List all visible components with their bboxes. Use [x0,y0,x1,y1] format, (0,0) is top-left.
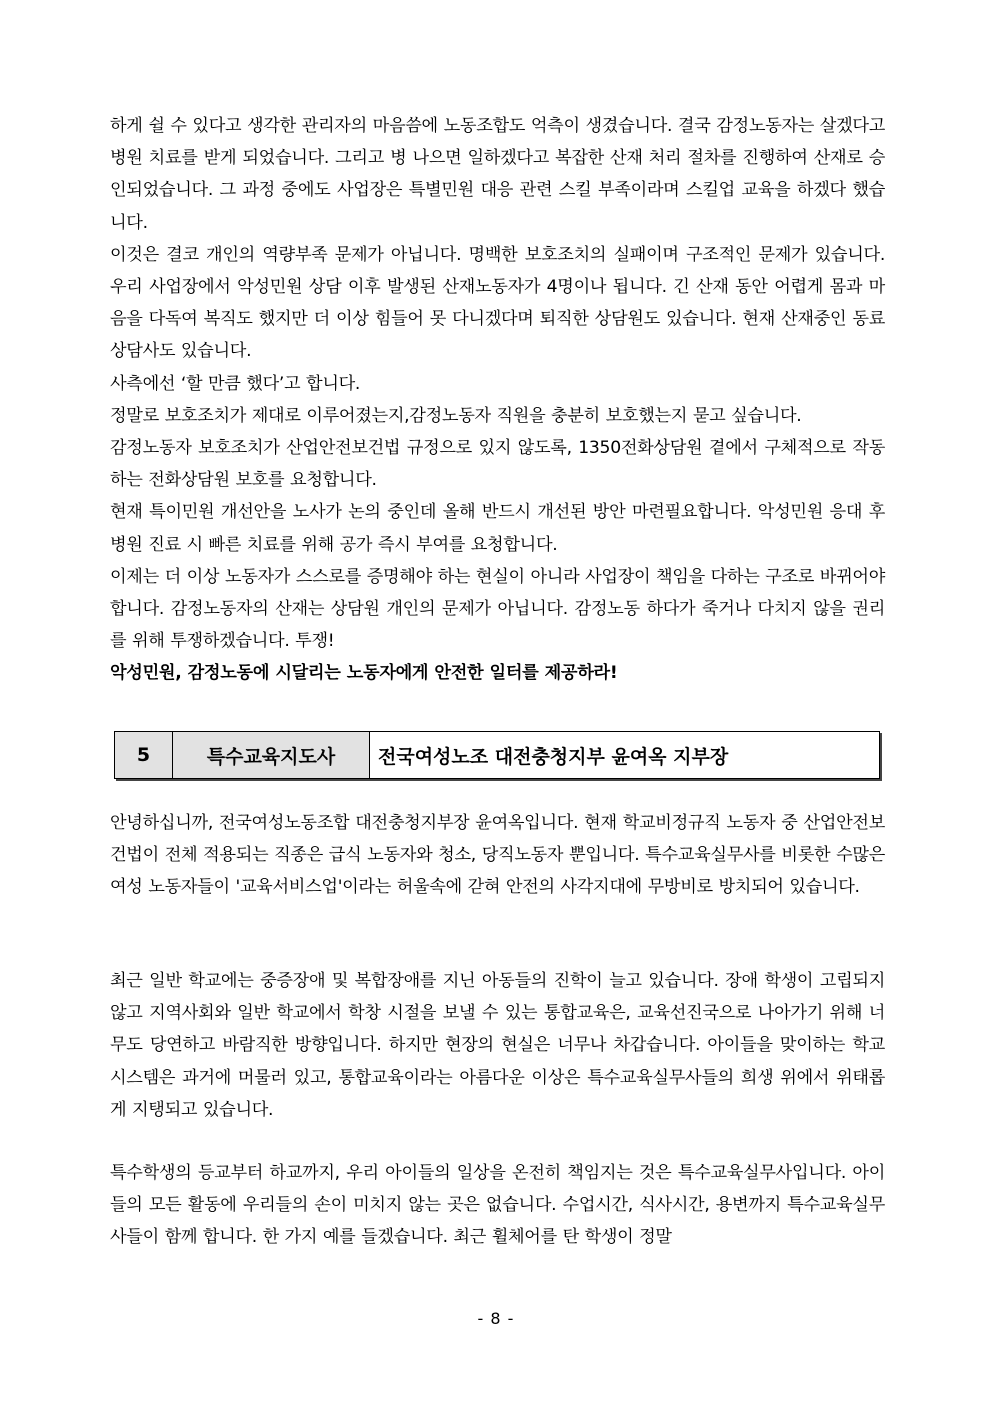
paragraph: 하게 쉴 수 있다고 생각한 관리자의 마음씀에 노동조합도 억측이 생겼습니다. 결국 감정노동자는 살겠다고 병원 치료를 받게 되었습니다. 그리고 병 나으면 일하겠다고 복잡한 산재 처리 절차를 진행하여 산재로 승인되었습니다. 그 과정 중에도 사업장은 특별민원 대응 관련 스킬 부족이라며 스킬업 교육을 하겠다 했습니다. [110,116,885,233]
speaker-number: 5 [115,732,173,778]
paragraph: 이것은 결코 개인의 역량부족 문제가 아닙니다. 명백한 보호조치의 실패이며 구조적인 문제가 있습니다. 우리 사업장에서 악성민원 상담 이후 발생된 산재노동자가 4명이나 됩니다. 긴 산재 동안 어렵게 몸과 마음을 다독여 복직도 했지만 더 이상 힘들어 못 다니겠다며 퇴직한 상담원도 있습니다. 현재 산재중인 동료상담사도 있습니다. [110,244,885,362]
paragraph: 감정노동자 보호조치가 산업안전보건법 규정으로 있지 않도록, 1350전화상담원 곁에서 구체적으로 작동하는 전화상담원 보호를 요청합니다. [110,438,885,491]
paragraph: 사측에선 ‘할 만큼 했다’고 합니다. [110,373,361,394]
speaker-name: 전국여성노조 대전충청지부 윤여옥 지부장 [370,732,879,778]
intro-section [110,807,885,904]
slogan: 악성민원, 감정노동에 시달리는 노동자에게 안전한 일터를 제공하라! [110,663,618,684]
continued-statement [110,110,885,690]
paragraph: 최근 일반 학교에는 중증장애 및 복합장애를 지닌 아동들의 진학이 늘고 있습니다. 장애 학생이 고립되지 않고 지역사회와 일반 학교에서 학창 시절을 보낼 수 있는 통합교육은, 교육선진국으로 나아가기 위해 너무도 당연하고 바람직한 방향입니다. 하지만 현장의 현실은 너무나 차갑습니다. 아이들을 맞이하는 학교 시스템은 과거에 머물러 있고, 통합교육이라는 아름다운 이상은 특수교육실무사들의 희생 위에서 위태롭게 지탱되고 있습니다. [110,971,885,1120]
paragraph: 정말로 보호조치가 제대로 이루어졌는지,감정노동자 직원을 충분히 보호했는지 묻고 싶습니다. [110,405,802,426]
page-number: - 8 - [477,1309,515,1328]
paragraph: 현재 특이민원 개선안을 노사가 논의 중인데 올해 반드시 개선된 방안 마련필요합니다. 악성민원 응대 후 병원 진료 시 빠른 치료를 위해 공가 즉시 부여를 요청합니다. [110,502,885,555]
speaker-role: 특수교육지도사 [173,732,370,778]
school-section [110,965,885,1126]
paragraph: 특수학생의 등교부터 하교까지, 우리 아이들의 일상을 온전히 책임지는 것은 특수교육실무사입니다. 아이들의 모든 활동에 우리들의 손이 미치지 않는 곳은 없습니다. 수업시간, 식사시간, 용변까지 특수교육실무사들이 함께 합니다. 한 가지 예를 들겠습니다. 최근 휠체어를 탄 학생이 정말 [110,1163,885,1248]
speaker-header-table [114,731,880,779]
daily-section [110,1157,885,1254]
paragraph: 안녕하십니까, 전국여성노동조합 대전충청지부장 윤여옥입니다. 현재 학교비정규직 노동자 중 산업안전보건법이 전체 적용되는 직종은 급식 노동자와 청소, 당직노동자 뿐입니다. 특수교육실무사를 비롯한 수많은 여성 노동자들이 '교육서비스업'이라는 허울속에 갇혀 안전의 사각지대에 무방비로 방치되어 있습니다. [110,813,885,898]
paragraph: 이제는 더 이상 노동자가 스스로를 증명해야 하는 현실이 아니라 사업장이 책임을 다하는 구조로 바뀌어야 합니다. 감정노동자의 산재는 상담원 개인의 문제가 아닙니다. 감정노동 하다가 죽거나 다치지 않을 권리를 위해 투쟁하겠습니다. 투쟁! [110,566,885,652]
